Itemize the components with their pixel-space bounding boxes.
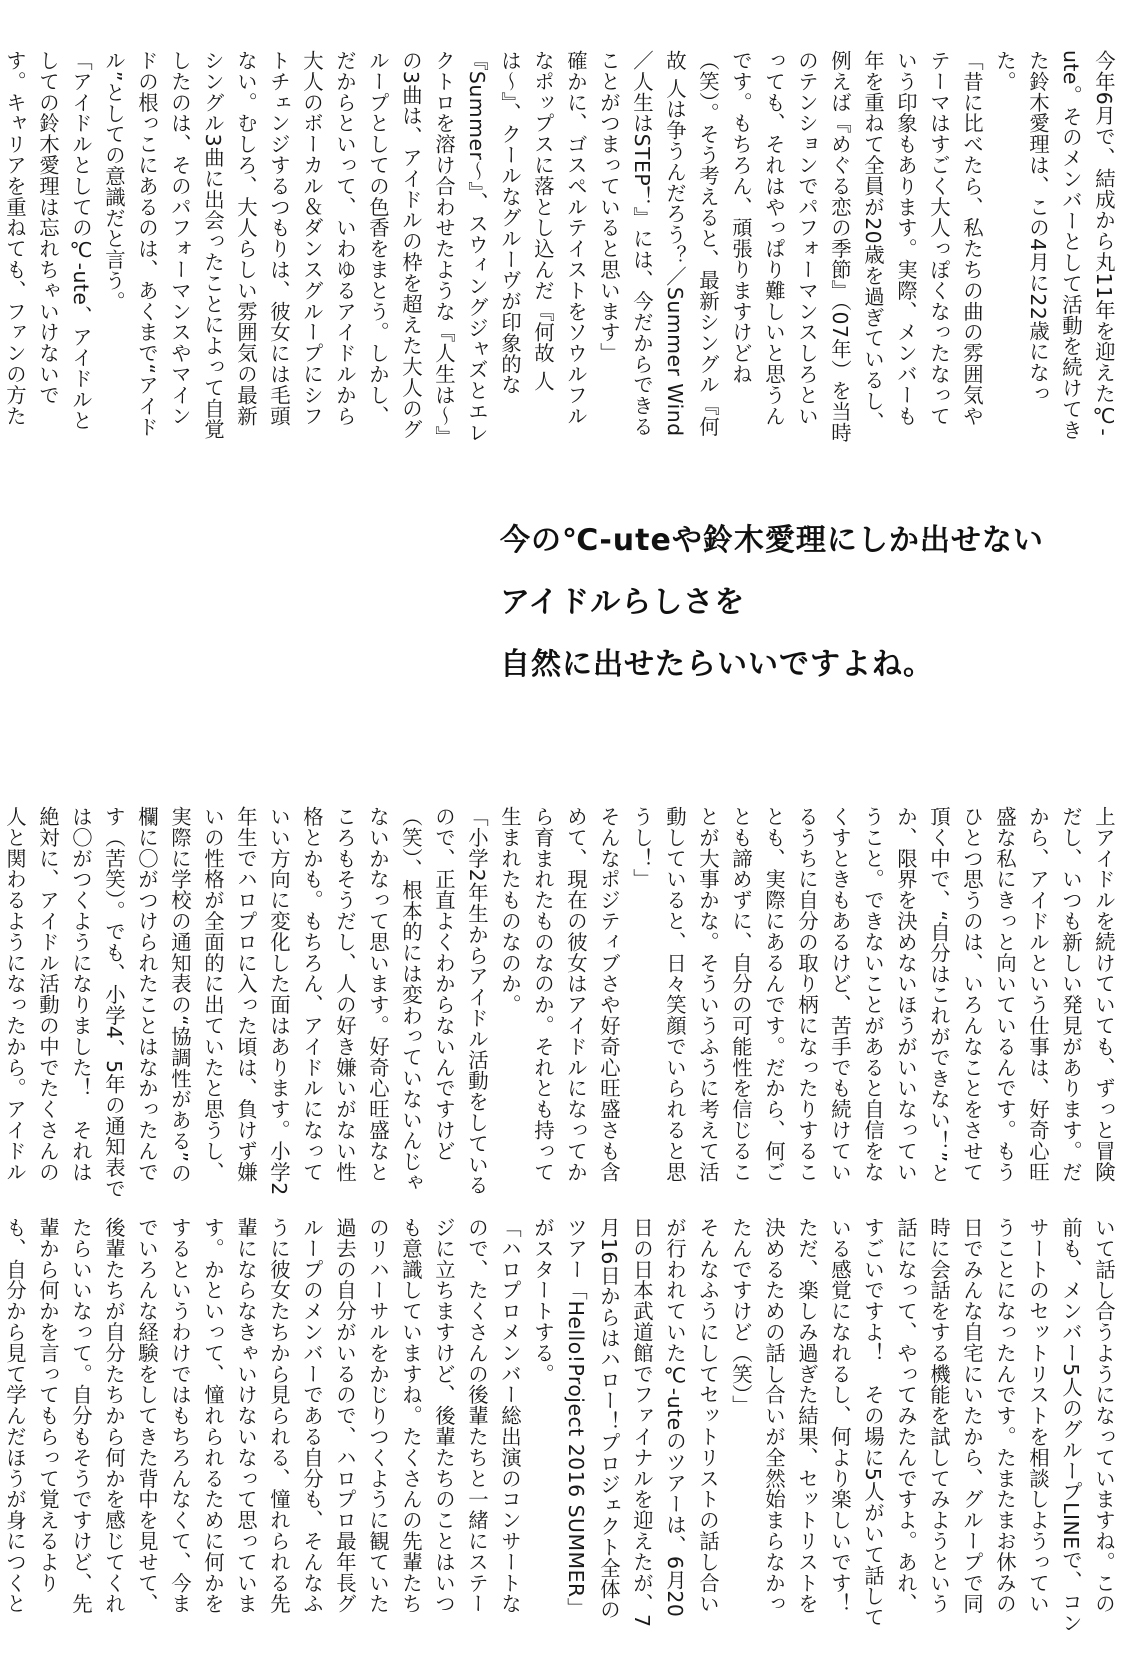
pull-quote [500,510,1120,696]
paragraph: いて話し合うようになっていますね。この前も、メンバー5人のグループLINEで、コンサートのセットリストを相談しようっていうことになったんです。たまたまお休みの日でみんな自宅にいたから、グループで同時に会話をする機能を試してみようという話になって、やってみたんですよ。あれ、すごいですよ！ その場に5人がいて話している感覚になれるし、何より楽しいです！ ただ、楽しみ過ぎた結果、セットリストを決めるための話し合いが全然始まらなかったんですけど（笑）」 [729,1217,1116,1636]
paragraph: 「小学2年生からアイドル活動をしているので、正直よくわからないんですけど（笑）、根本的には変わっていないんじゃないかなって思います。好奇心旺盛なところもそうだし、人の好き嫌いがない性格とかも。もちろん、アイドルになっていい方向に変化した面はあります。小学2年生でハロプロに入った頃は、負けず嫌いの性格が全面的に出ていたと思うし、実際に学校の通知表の“協調性がある”の欄に〇がつけられたことはなかったんです（苦笑）。でも、小学4、5年の通知表では〇がつくようになりました！ それは絶対に、アイドル活動の中でたくさんの人と関わるようになったから。アイドル [3,806,489,1199]
pull-quote-line: 今の℃-uteや鈴木愛理にしか出せない [500,523,1044,558]
paragraph: 上アイドルを続けていても、ずっと冒険だし、いつも新しい発見があります。だから、アイドルという仕事は、好奇心旺盛な私にきっと向いているんです。もうひとつ思うのは、いろんなことをさせて頂く中で、“自分はこれができない！”とか、限界を決めないほうがいいなっていうこと。できないことがあると自信をなくすときもあるけど、苦手でも続けているうちに自分の取り柄になったりすることも、実際にあるんです。だから、何ごとも諦めずに、自分の可能性を信じることが大事かな。そういうふうに考えて活動していると、日々笑顔でいられると思うし！」 [630,806,1116,1184]
pull-quote-line: アイドルらしさを [500,585,746,620]
paragraph: 今年6月で、結成から丸11年を迎えた℃-ute。そのメンバーとして活動を続けてきた鈴木愛理は、この4月に22歳になった。 [993,50,1116,441]
paragraph: そんなふうにしてセットリストの話し合いが行われていた℃-uteのツアーは、6月20日の日本武道館でファイナルを迎えたが、7月16日からはハロー！プロジェクト全体のツアー「Hello!Project 2016 SUMMER」がスタートする。 [531,1217,720,1628]
paragraph: そんなポジティブさや好奇心旺盛さも含めて、現在の彼女はアイドルになってから育まれたものなのか。それとも持って生まれたものなのか。 [498,806,621,1183]
pull-quote-line: 自然に出せたらいいですよね。 [500,647,934,682]
paragraph: 「ハロプロメンバー総出演のコンサートなので、たくさんの後輩たちと一緒にステージに立ちますけど、後輩たちのことはいつも意識していますね。たくさんの先輩たちのリハーサルをかじりつくように観ていた過去の自分がいるので、ハロプロ最年長グループのメンバーである自分も、そんなふうに彼女たちから見られる、憧れられる先輩にならなきゃいけないなって思っています。かといって、憧れられるために何かをするというわけではもちろんなくて、今までいろんな経験をしてきた背中を見せて、後輩たちが自分たちから何かを感じてくれたらいいなって。自分もそうですけど、先輩から何かを言ってもらって覚えるよりも、自分から見て学んだほうが身につくと [3,1217,522,1615]
paragraph: 「アイドルとしての℃-ute、アイドルとしての鈴木愛理は忘れちゃいけないです。キャリアを重ねても、ファンの方た [3,50,93,431]
paragraph: 確かに、ゴスペルテイストをソウルフルなポップスに落とし込んだ『何故 人は〜』、クールなグルーヴが印象的な『Summer〜』、スウィングジャズとエレクトロを溶け合わせたような『人生は〜』の3曲は、アイドルの枠を超えた大人のグループとしての色香をまとう。しかし、だからといって、いわゆるアイドルから大人のボーカル＆ダンスグループにシフトチェンジするつもりは、彼女には毛頭ない。むしろ、大人らしい雰囲気の最新シングル3曲に出会ったことによって自覚したのは、そのパフォーマンスやマインドの根っこにあるのは、あくまで“アイドル”としての意識だと言う。 [102,50,588,443]
article-text-top [3,50,1120,444]
article-text-bottom-upper [3,806,1120,1199]
article-text-bottom-lower [3,1217,1120,1636]
paragraph: 「昔に比べたら、私たちの曲の雰囲気やテーマはすごく大人っぽくなったなっていう印象もあります。実際、メンバーも年を重ねて全員が20歳を過ぎているし、例えば『めぐる恋の季節』（07年）を当時のテンションでパフォーマンスしろといっても、それはやっぱり難しいと思うんです。もちろん、頑張りますけどね（笑）。そう考えると、最新シングル『何故 人は争うんだろう？／Summer Wind／人生はSTEP！』には、今だからできることがつまっていると思います」 [597,50,984,443]
